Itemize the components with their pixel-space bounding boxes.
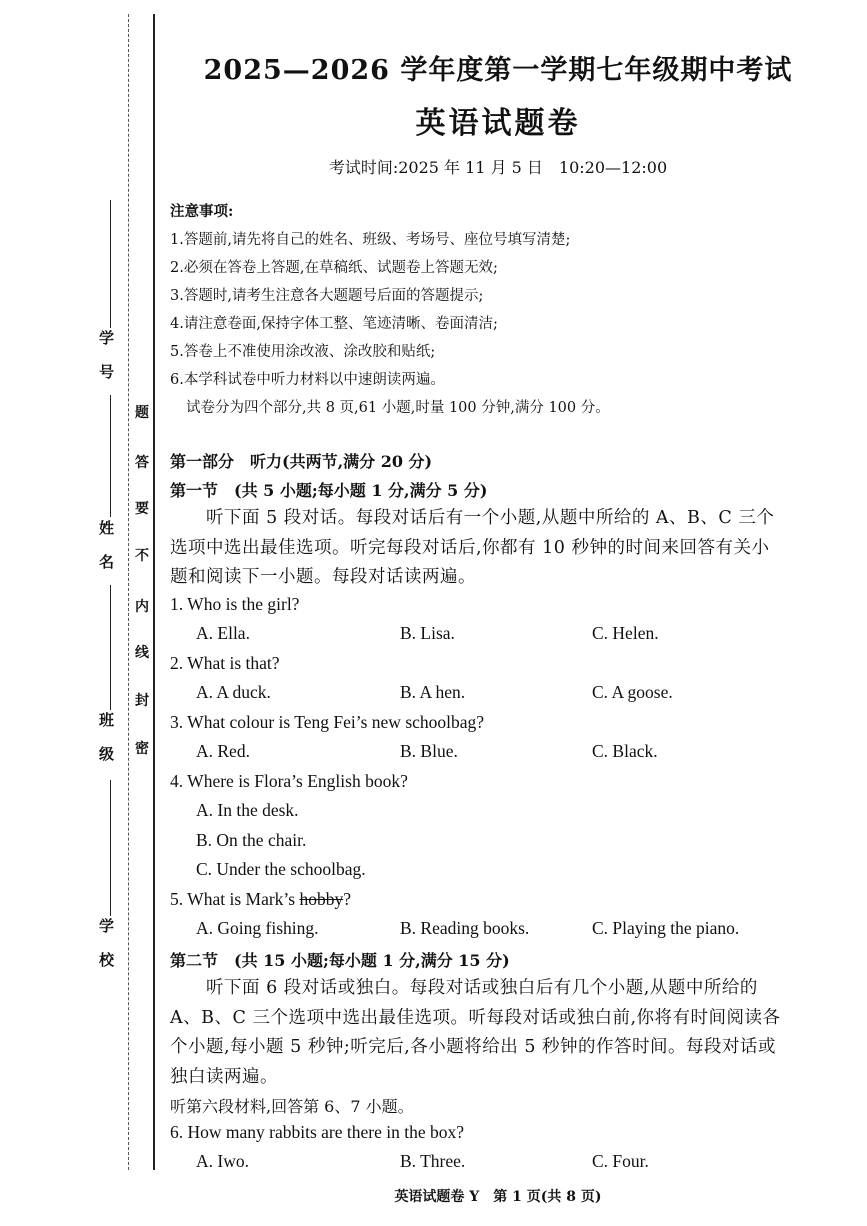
section1-heading: 第一节 (共 5 小题;每小题 1 分,满分 5 分) — [170, 481, 488, 500]
school-line — [110, 780, 111, 916]
material-note: 听第六段材料,回答第 6、7 小题。 — [170, 1097, 414, 1116]
question-stem — [170, 889, 351, 910]
option-a[interactable]: A. Red. — [196, 741, 250, 761]
option-b[interactable]: B. A hen. — [400, 682, 466, 702]
seal-char: 封 — [135, 693, 149, 709]
question-stem: 1. Who is the girl? — [170, 594, 300, 614]
seal-char: 要 — [135, 501, 149, 517]
option-c[interactable]: C. Helen. — [592, 623, 659, 643]
exam-subtitle: 英语试题卷 — [415, 106, 581, 141]
option-b[interactable]: B. Reading books. — [400, 918, 530, 938]
name-label: 姓 名 — [97, 520, 115, 571]
notes-block — [170, 198, 610, 422]
option-c[interactable]: C. Black. — [592, 741, 658, 761]
section1-instructions — [170, 504, 782, 593]
seal-char: 内 — [135, 599, 149, 615]
seal-char: 不 — [135, 548, 149, 564]
note-item: 1.答题前,请先将自己的姓名、班级、考场号、座位号填写清楚; — [170, 232, 571, 248]
seal-char: 密 — [135, 741, 149, 757]
instructions-text: 听下面 5 段对话。每段对话后有一个小题,从题中所给的 A、B、C 三个选项中选出最佳选项。听完每段对话后,你都有 10 秒钟的时间来回答有关小题和阅读下一小题。每段对话读两遍。 — [170, 508, 775, 587]
seal-line — [153, 14, 155, 1170]
school-label: 学 校 — [97, 918, 115, 969]
option-c[interactable]: C. Playing the piano. — [592, 918, 740, 938]
seal-char: 答 — [135, 455, 149, 471]
option-a[interactable]: A. In the desk. — [196, 800, 299, 820]
option-a[interactable]: A. Ella. — [196, 623, 250, 643]
option-b[interactable]: B. Blue. — [400, 741, 458, 761]
note-item: 5.答卷上不准使用涂改液、涂改胶和贴纸; — [170, 344, 436, 360]
part1-heading: 第一部分 听力(共两节,满分 20 分) — [170, 452, 433, 471]
seal-char: 题 — [135, 405, 149, 421]
option-a[interactable]: A. Iwo. — [196, 1151, 249, 1171]
stem-text: 5. What is Mark’s — [170, 889, 300, 909]
section2-heading: 第二节 (共 15 小题;每小题 1 分,满分 15 分) — [170, 951, 510, 970]
class-line — [110, 585, 111, 710]
stem-end: ? — [343, 889, 351, 909]
question-stem: 4. Where is Flora’s English book? — [170, 771, 408, 791]
option-c[interactable]: C. Four. — [592, 1151, 649, 1171]
note-item: 6.本学科试卷中听力材料以中速朗读两遍。 — [170, 372, 445, 388]
class-label: 班 级 — [97, 712, 115, 763]
binding-margin — [0, 0, 160, 1226]
option-b[interactable]: B. Lisa. — [400, 623, 455, 643]
student-id-label: 学 号 — [97, 330, 115, 381]
option-c[interactable]: C. Under the schoolbag. — [196, 859, 366, 879]
notes-title: 注意事项: — [170, 203, 234, 220]
option-c[interactable]: C. A goose. — [592, 682, 673, 702]
struck-word: hobby — [299, 889, 344, 909]
section2-instructions — [170, 974, 782, 1092]
exam-time: 考试时间:2025 年 11 月 5 日 10:20—12:00 — [328, 158, 668, 177]
question-stem: 6. How many rabbits are there in the box? — [170, 1122, 465, 1142]
exam-title: 2025—2026 学年度第一学期七年级期中考试 — [203, 55, 793, 86]
option-b[interactable]: B. On the chair. — [196, 830, 307, 850]
notes-summary: 试卷分为四个部分,共 8 页,61 小题,时量 100 分钟,满分 100 分。 — [186, 400, 610, 416]
option-a[interactable]: A. Going fishing. — [196, 918, 319, 938]
student-id-line — [110, 200, 111, 328]
note-item: 2.必须在答卷上答题,在草稿纸、试题卷上答题无效; — [170, 260, 498, 276]
question-stem: 2. What is that? — [170, 653, 280, 673]
option-b[interactable]: B. Three. — [400, 1151, 466, 1171]
option-a[interactable]: A. A duck. — [196, 682, 271, 702]
note-item: 3.答题时,请考生注意各大题题号后面的答题提示; — [170, 288, 484, 304]
question-stem: 3. What colour is Teng Fei’s new schoolbag? — [170, 712, 485, 732]
instructions-text: 听下面 6 段对话或独白。每段对话或独白后有几个小题,从题中所给的 A、B、C 三个选项中选出最佳选项。听每段对话或独白前,你将有时间阅读各个小题,每小题 5 秒钟;听完后,各小题将给出 5 秒钟的作答时间。每段对话或独白读两遍。 — [170, 978, 781, 1087]
note-item: 4.请注意卷面,保持字体工整、笔迹清晰、卷面清洁; — [170, 316, 498, 332]
seal-char: 线 — [135, 645, 149, 661]
name-line — [110, 395, 111, 517]
page-footer: 英语试题卷 Y 第 1 页(共 8 页) — [394, 1189, 602, 1205]
cut-line — [128, 14, 129, 1170]
